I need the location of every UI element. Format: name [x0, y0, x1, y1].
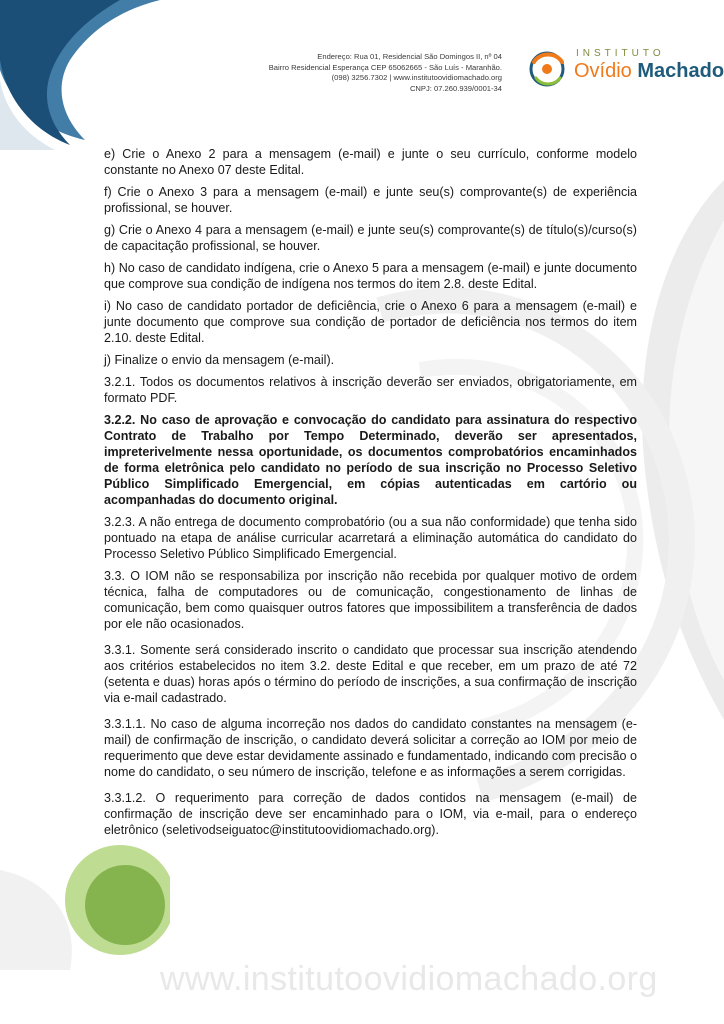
- bottom-swoosh-decoration: [0, 830, 170, 970]
- logo-name-first: Ovídio: [574, 60, 632, 82]
- header-address: [182, 52, 502, 94]
- corner-swoosh-decoration: [0, 0, 160, 150]
- instituto-logo: [526, 46, 724, 96]
- logo-name: [574, 60, 724, 83]
- logo-name-last: Machado: [637, 60, 724, 82]
- paragraph: i) No caso de candidato portador de deficiência, crie o Anexo 6 para a mensagem (e-mail) e junte documento que comprove sua condição de portador de deficiência nos termos do item 2.10. deste Edital.: [104, 299, 637, 345]
- logo-instituto-word: INSTITUTO: [576, 48, 665, 59]
- address-line: Bairro Residencial Esperança CEP 65062665 - São Luís - Maranhão.: [268, 62, 502, 72]
- paragraph: h) No caso de candidato indígena, crie o Anexo 5 para a mensagem (e-mail) e junte documento que comprove sua condição de indígena nos termos do item 2.8. deste Edital.: [104, 261, 637, 291]
- paragraph: 3.2.3. A não entrega de documento comprobatório (ou a sua não conformidade) que tenha sido pontuado na etapa de análise curricular acarretará a eliminação automática do candidato do Processo Seletivo Público Simplificado Emergencial.: [104, 515, 637, 561]
- address-line: (098) 3256.7302 | www.institutoovidiomachado.org: [331, 73, 502, 83]
- footer-watermark-url: www.institutoovidiomachado.org: [160, 960, 658, 998]
- paragraph: 3.2.1. Todos os documentos relativos à inscrição deverão ser enviados, obrigatoriamente, em formato PDF.: [104, 375, 637, 405]
- address-line: Endereço: Rua 01, Residencial São Domingos II, nº 04: [317, 52, 502, 61]
- paragraph: 3.3.1. Somente será considerado inscrito o candidato que processar sua inscrição atendendo aos critérios estabelecidos no item 3.2. deste Edital e que receber, em um prazo de até 72 (setenta e duas) horas após o término do período de inscrições, a sua confirmação de inscrição via e-mail cadastrado.: [104, 643, 637, 705]
- paragraph: e) Crie o Anexo 2 para a mensagem (e-mail) e junte o seu currículo, conforme modelo constante no Anexo 07 deste Edital.: [104, 147, 637, 177]
- document-body: [104, 146, 637, 844]
- paragraph: g) Crie o Anexo 4 para a mensagem (e-mail) e junte seu(s) comprovante(s) de título(s)/curso(s) de capacitação profissional, se houver.: [104, 223, 637, 253]
- paragraph: f) Crie o Anexo 3 para a mensagem (e-mail) e junte seu(s) comprovante(s) de experiência profissional, se houver.: [104, 185, 637, 215]
- paragraph-bold: 3.2.2. No caso de aprovação e convocação do candidato para assinatura do respectivo Contrato de Trabalho por Tempo Determinado, deverão ser apresentados, impreterivelmente nessa oportunidade, os documentos comprobatórios encaminhados de forma eletrônica pelo candidato no período de sua inscrição no Processo Seletivo Público Simplificado Emergencial, em cópias autenticadas em cartório ou acompanhadas do documento original.: [104, 413, 637, 507]
- paragraph: 3.3. O IOM não se responsabiliza por inscrição não recebida por qualquer motivo de ordem técnica, falha de computadores ou de comunicação, congestionamento de linhas de comunicação, bem como quaisquer outros fatores que impossibilitem a transferência de dados por ele não ocasionados.: [104, 569, 637, 631]
- address-line: CNPJ: 07.260.939/0001-34: [409, 83, 502, 93]
- paragraph: 3.3.1.1. No caso de alguma incorreção nos dados do candidato constantes na mensagem (e-mail) de confirmação de inscrição, o candidato deverá solicitar a correção ao IOM por meio de requerimento que deve estar devidamente assinado e fundamentado, indicando com precisão o nome do candidato, o seu número de inscrição, telefone e as informações a serem corrigidas.: [104, 717, 637, 779]
- instituto-logo-swirl-icon: [526, 48, 568, 90]
- paragraph: 3.3.1.2. O requerimento para correção de dados contidos na mensagem (e-mail) de confirmação de inscrição deve ser encaminhado para o IOM, via e-mail, para o endereço eletrônico (seletivodseiguatoc@institutoovidiomachado.org).: [104, 791, 637, 837]
- paragraph: j) Finalize o envio da mensagem (e-mail).: [104, 353, 335, 367]
